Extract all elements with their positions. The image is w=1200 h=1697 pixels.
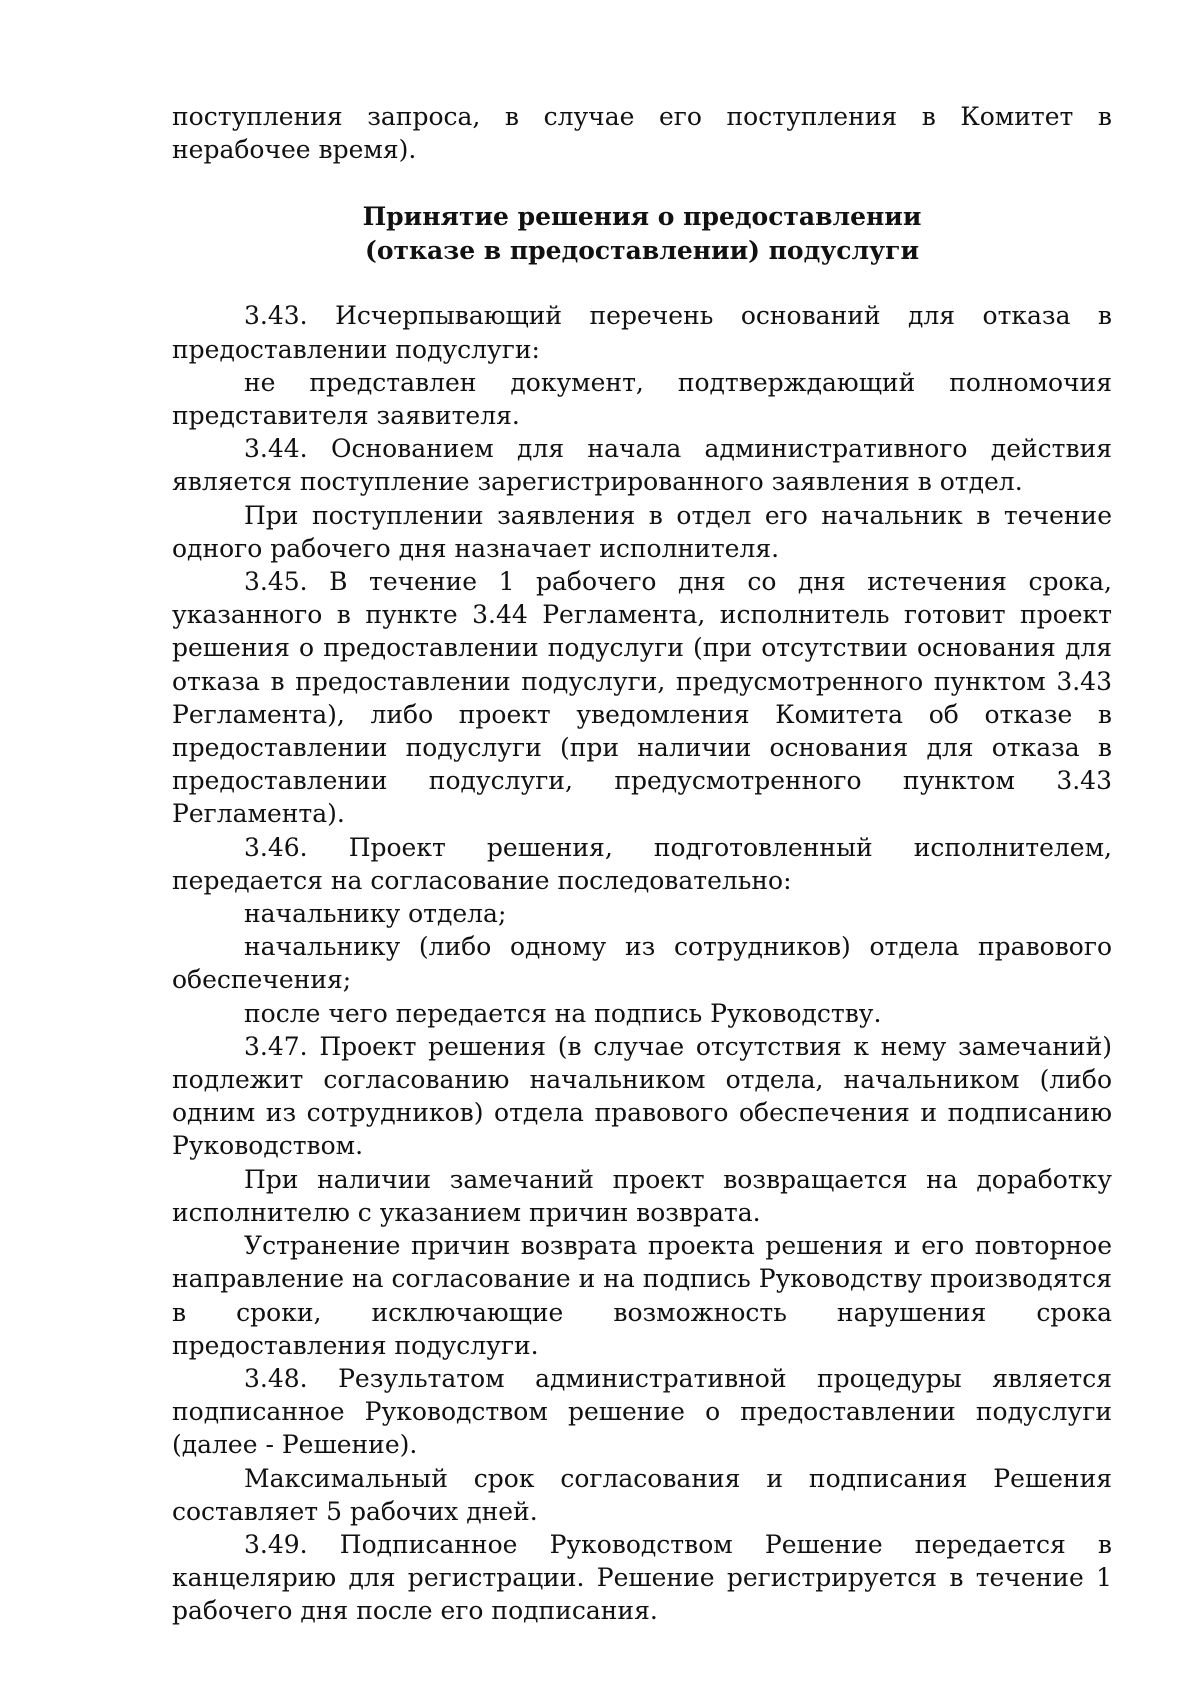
paragraph-3-43: 3.43. Исчерпывающий перечень оснований для отказа в предоставлении подуслуги: (172, 301, 1112, 364)
paragraph-3-48: 3.48. Результатом административной процедуры является подписанное Руководством решение о предоставлении подуслуги (далее - Решение). (172, 1363, 1112, 1460)
paragraph-3-44: 3.44. Основанием для начала административного действия является поступление зарегистрированного заявления в отдел. (172, 434, 1112, 497)
paragraph-3-43-item: не представлен документ, подтверждающий полномочия представителя заявителя. (172, 367, 1112, 431)
paragraph-3-46-item-2: начальнику (либо одному из сотрудников) отдела правового обеспечения; (172, 932, 1112, 995)
heading-line-1: Принятие решения о предоставлении (362, 202, 922, 232)
paragraph-3-48-deadline: Максимальный срок согласования и подписания Решения составляет 5 рабочих дней. (172, 1463, 1112, 1526)
paragraph-3-47: 3.47. Проект решения (в случае отсутствия к нему замечаний) подлежит согласованию начальником отдела, начальником (либо одним из сотрудников) отдела правового обеспечения и подписанию Руководством. (172, 1031, 1112, 1161)
intro-paragraph: поступления запроса, в случае его поступления в Комитет в нерабочее время). (172, 102, 1112, 165)
paragraph-3-49: 3.49. Подписанное Руководством Решение передается в канцелярию для регистрации. Решение регистрируется в течение 1 рабочего дня после его подписания. (172, 1529, 1112, 1626)
paragraph-3-44-detail: При поступлении заявления в отдел его начальник в течение одного рабочего дня назначает исполнителя. (172, 500, 1112, 563)
heading-line-2: (отказе в предоставлении) подуслуги (365, 235, 919, 265)
paragraph-3-46-item-1: начальнику отдела; (244, 899, 507, 929)
paragraph-3-47-return: При наличии замечаний проект возвращается на доработку исполнителю с указанием причин возврата. (172, 1164, 1112, 1227)
document-page (172, 100, 1112, 1628)
paragraph-3-45: 3.45. В течение 1 рабочего дня со дня истечения срока, указанного в пункте 3.44 Регламента, исполнитель готовит проект решения о предоставлении подуслуги (при отсутствии основания для отказа в предоставлении подуслуги, предусмотренного пунктом 3.43 Регламента), либо проект уведомления Комитета об отказе в предоставлении подуслуги (при наличии основания для отказа в предоставлении подуслуги, предусмотренного пунктом 3.43 Регламента). (172, 567, 1112, 829)
paragraph-3-46-item-3: после чего передается на подпись Руководству. (244, 998, 882, 1028)
section-heading (172, 200, 1112, 267)
paragraph-3-46: 3.46. Проект решения, подготовленный исполнителем, передается на согласование последовательно: (172, 832, 1112, 895)
paragraph-3-47-fix: Устранение причин возврата проекта решения и его повторное направление на согласование и на подпись Руководству производятся в сроки, исключающие возможность нарушения срока предоставления подуслуги. (172, 1231, 1112, 1360)
